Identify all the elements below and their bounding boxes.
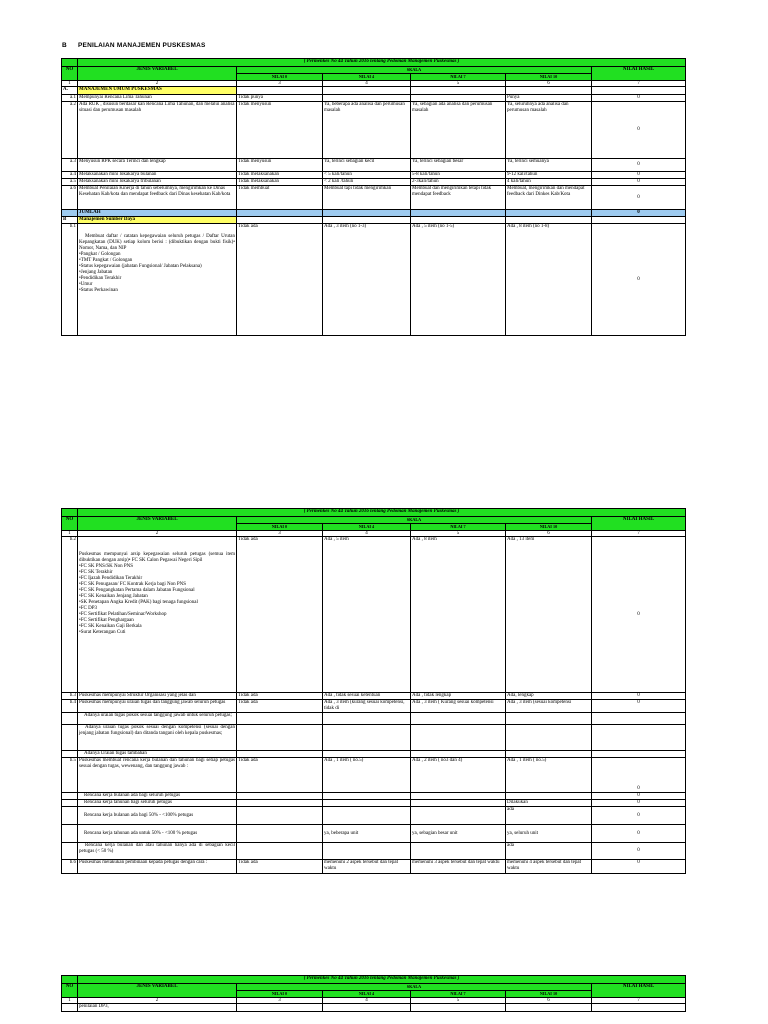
col-num: 5 — [411, 998, 506, 1004]
table-row: Rencana kerja bulanan ada bagi 50% - <100% petugas ada 0 — [62, 807, 686, 825]
col-num: 3 — [237, 81, 323, 87]
table-row: b.3 Puskesmas mempunyai Struktur Organisasi yang jelas dan Tidak ada Ada , tidak sesuai ketentuan Ada , tidak lengkap Ada, lengkap 0 — [62, 693, 686, 700]
item-list: • FC SK PNS/SK Non PNS • FC SK Terakhir • FC Ijazah Pendidikan Terakhir • FC SK Penugasan/ FC Kontrak Kerja bagi Non PNS • FC SK Pengangkatan Pertama dalam Jabatan Fungsional • FC SK Kenaikan Jenjang Jabatan • SK Penetapan Angka Kredit (PAK) bagi tenaga fungsional • FC DP3 • FC Sertifikat Pelatihan/Seminar/Workshop • FC Sertifikat Penghargaan • FC SK Kenaikan Gaji Berkala • Surat Keterangan Cuti — [79, 564, 235, 636]
col-skala: SKALA — [237, 984, 592, 991]
col-num: 2 — [78, 531, 237, 537]
col-num: 6 — [506, 998, 592, 1004]
col-num: 1 — [62, 531, 78, 537]
col-num: 5 — [411, 531, 506, 537]
col-nilai7: NILAI 7 — [411, 991, 506, 998]
col-hasil: NILAI HASIL — [592, 67, 686, 81]
section-letter: B — [62, 42, 67, 49]
section-title: Manajemen Sumber Daya — [78, 217, 237, 224]
table-row: Adanya Uraian tugas tambahan — [62, 751, 686, 758]
col-num: 1 — [62, 998, 78, 1004]
col-num: 1 — [62, 81, 78, 87]
col-num: 6 — [506, 81, 592, 87]
table-row: a.3 Menyusun RPK secara Terinci dan lengkap Tidak menyusun Ya, terinci sebagian kecil Ya, terinci sebagian besar Ya, terinci semuanya 0 — [62, 159, 686, 172]
table-row: a.4 Melaksanakan mini lokakarya bulanan Tidak melaksanakan < 5 kali/tahun 5-8 kali/tahun 9-12 kali/tahun 0 — [62, 172, 686, 179]
section-heading — [62, 42, 206, 49]
col-num: 7 — [592, 81, 686, 87]
section-title: PENILAIAN MANAJEMEN PUSKESMAS — [78, 42, 206, 49]
col-num: 4 — [323, 998, 411, 1004]
table-row: penilaian DP3, — [62, 1004, 686, 1012]
table-row: Adanya uraian tugas pokok sesuai dengan kompetensi (sesuai dengan jenjang jabatan fungsional) dan ditanda tangani oleh kepala puskesmas; — [62, 725, 686, 751]
col-num: 4 — [323, 81, 411, 87]
col-nilai10: NILAI 10 — [506, 991, 592, 998]
total-label: JUMLAH — [78, 210, 237, 217]
col-num: 2 — [78, 998, 237, 1004]
table-row: b.5 Puskesmas membuat rencana kerja bulanan dan tahunan bagi setiap petugas sesuai dengan tugas, wewenang, dan tanggung jawab : Tidak ada Ada , 1 item ( no.5) Ada , 2 item ( no3 dan 4) Ada , 1 item ( no.5) 0 — [62, 758, 686, 793]
col-nilai0: NILAI 0 — [237, 74, 323, 81]
col-nilai7: NILAI 7 — [411, 524, 506, 531]
table-row: Rencana kerja bulanan ada bagi seluruh petugas 0 — [62, 793, 686, 800]
total-row — [62, 210, 686, 217]
col-nilai7: NILAI 7 — [411, 74, 506, 81]
table-title: ( Permenkes No 44 Tahun 2016 tentang Pedoman Manajemen Puskesmas ) — [78, 59, 686, 67]
col-nilai4: NILAI 4 — [323, 991, 411, 998]
col-nilai10: NILAI 10 — [506, 524, 592, 531]
col-nilai0: NILAI 0 — [237, 524, 323, 531]
table-row: Rencana kerja bulanan dan atau tahunan hanya ada di sebagian kecil petugas (< 50 %) ada 0 — [62, 843, 686, 860]
col-jenis: JENIS VARIABEL — [78, 984, 237, 998]
col-hasil: NILAI HASIL — [592, 984, 686, 998]
col-num: 6 — [506, 531, 592, 537]
col-num: 4 — [323, 531, 411, 537]
table-row: a.1 Mempunyai Rencana Lima Tahunan Tidak punya Punya 0 — [62, 95, 686, 102]
col-num: 5 — [411, 81, 506, 87]
table-row: Rencana kerja tahunan bagi seluruh petugas Dilakukan 0 — [62, 800, 686, 807]
section-row: B Manajemen Sumber Daya — [62, 217, 686, 224]
table-row: a.5 Melaksanakan mini lokakarya tribulanan Tidak melaksanakan < 2 kali /tahun 2-3kali/tahun 4 kali/tahun 0 — [62, 179, 686, 186]
section-row: A. MANAJEMEN UMUM PUSKESMAS — [62, 87, 686, 95]
col-no: NO — [62, 67, 78, 81]
table-row: Rencana kerja tahunan ada untuk 50% - <100 % petugas ya, beberapa unit ya, sebagian besar unit ya, seluruh unit 0 — [62, 825, 686, 843]
total-value: 0 — [592, 210, 686, 217]
assessment-table-1 — [61, 58, 686, 336]
table-row: b.4 Puskesmas mempunyai uraian tugas dan tanggung jawab seluruh petugas Tidak ada Ada , 3 item (kurang sesuai kompetensi, tidak di Ada , 3 item ( Kurang sesuai kompetensi Ada , 3 item (sesuai kompetensi 0 — [62, 700, 686, 713]
col-no: NO — [62, 517, 78, 531]
col-nilai0: NILAI 0 — [237, 991, 323, 998]
section-title: MANAJEMEN UMUM PUSKESMAS — [78, 87, 237, 95]
col-num: 3 — [237, 998, 323, 1004]
col-no: NO — [62, 984, 78, 998]
table-row: b.1 Membuat daftar / catatan kepegawaian seluruh petugas / Daftar Urutan Kepangkatan (DUK) setiap kolom berisi : (dibuktikan dengan bukti fisik)• Nomor, Nama, dan NIP • Pangkat / Golongan • TMT Pangkat / Golongan • Status kepegawaian (jabatan Fungsional/ Jabatan Pelaksana) • Jenjang Jabatan • Pendidikan Terakhir • Umur • Status Perkawinan Tidak ada Ada , 3 item (no 1-3) Ada , 5 item (no 1-5) Ada , 8 item (no 1-8) 0 — [62, 224, 686, 336]
table-title: ( Permenkes No 44 Tahun 2016 tentang Pedoman Manajemen Puskesmas ) — [78, 509, 686, 517]
assessment-table-2 — [61, 508, 686, 874]
table-row: b.2 Puskesmas mempunyai arsip kepegawaian seluruh petugas (semua item dibuktikan dengan arsip)• FC SK Calon Pegawai Negeri Sipil • FC SK PNS/SK Non PNS • FC SK Terakhir • FC Ijazah Pendidikan Terakhir • FC SK Penugasan/ FC Kontrak Kerja bagi Non PNS • FC SK Pengangkatan Pertama dalam Jabatan Fungsional • FC SK Kenaikan Jenjang Jabatan • SK Penetapan Angka Kredit (PAK) bagi tenaga fungsional • FC DP3 • FC Sertifikat Pelatihan/Seminar/Workshop • FC Sertifikat Penghargaan • FC SK Kenaikan Gaji Berkala • Surat Keterangan Cuti Tidak ada Ada , 5 item Ada , 8 item Ada , 13 item 0 — [62, 537, 686, 693]
col-skala: SKALA — [237, 517, 592, 524]
assessment-table-3 — [61, 975, 686, 1012]
col-num: 2 — [78, 81, 237, 87]
col-hasil: NILAI HASIL — [592, 517, 686, 531]
item-list: • Pangkat / Golongan • TMT Pangkat / Golongan • Status kepegawaian (jabatan Fungsional/ Jabatan Pelaksana) • Jenjang Jabatan • Pendidikan Terakhir • Umur • Status Perkawinan — [79, 252, 235, 294]
table-title: ( Permenkes No 44 Tahun 2016 tentang Pedoman Manajemen Puskesmas ) — [78, 976, 686, 984]
col-nilai4: NILAI 4 — [323, 74, 411, 81]
col-jenis: JENIS VARIABEL — [78, 517, 237, 531]
col-num: 7 — [592, 998, 686, 1004]
col-jenis: JENIS VARIABEL — [78, 67, 237, 81]
col-nilai4: NILAI 4 — [323, 524, 411, 531]
table-row: b.6 Puskesmas melakukan pembinaan kepada petugas dengan cara : Tidak ada memenuhi 2 aspek tersebut dan tepat waktu memenuhi 3 aspek tersebut dan tepat waktu memenuhi 4 aspek tersebut dan tepat waktu 0 — [62, 860, 686, 874]
table-row: a.6 Membuat Penilaian Kinerja di tahun sebelumnya, mengirimkan ke Dinas Kesehatan Kab/kota dan mendapat feedback dari Dinas kesehatan Kab/kota Tidak membuat Membuat tapi tidak mengirimkan Membuat dan mengirimkan tetapi tidak mendapat feedback Membuat, mengirimkan dan mendapat feedback dari Dinkes Kab/Kota 0 — [62, 186, 686, 210]
table-row: a.2 Ada RUK , disusun berdasar kan Rencana Lima Tahunan, dan melalui analisa situasi dan perumusan masalah Tidak menyusun Ya, beberapa ada analisa dan perumusan masalah Ya, sebagian ada analisa dan perumusan masalah Ya, seluruhnya ada analisa dan perumusan masalah 0 — [62, 102, 686, 159]
col-nilai10: NILAI 10 — [506, 74, 592, 81]
col-num: 3 — [237, 531, 323, 537]
col-skala: SKALA — [237, 67, 592, 74]
table-row: Adanya uraian tugas pokok sesuai tanggung jawab untuk seluruh petugas; — [62, 713, 686, 725]
col-num: 7 — [592, 531, 686, 537]
